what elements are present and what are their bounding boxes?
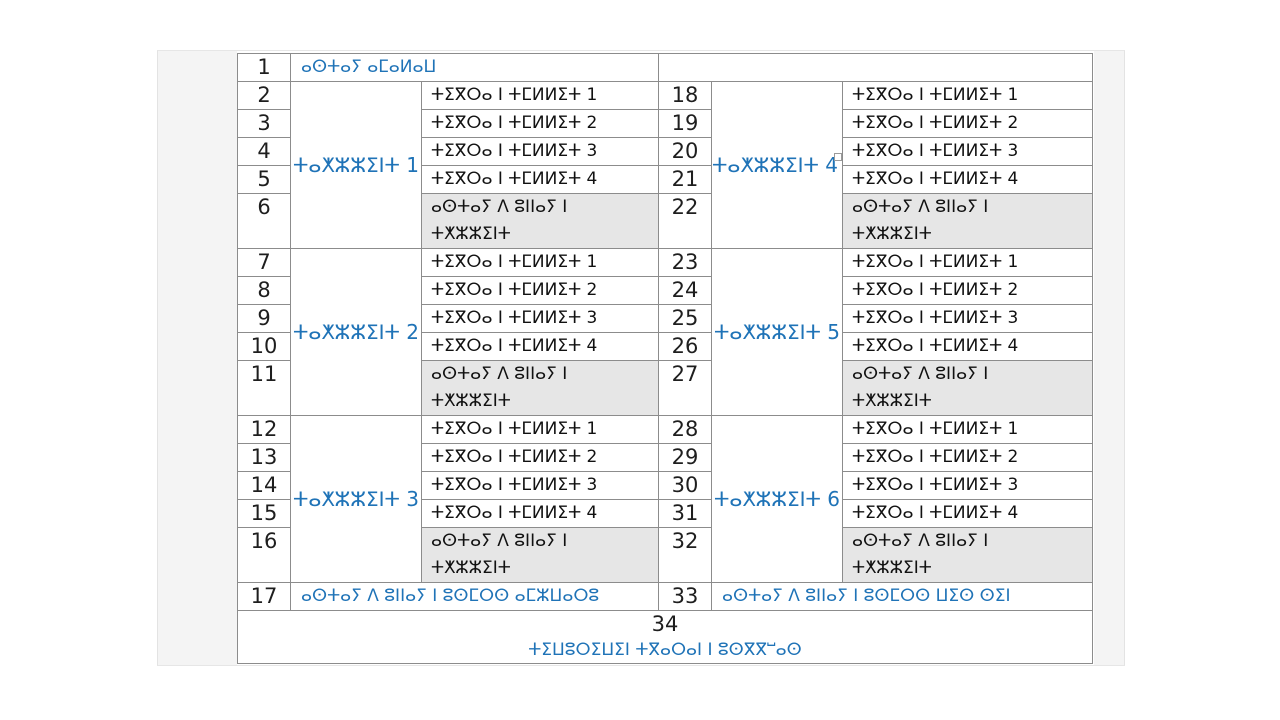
empty-cell (659, 54, 1093, 82)
group-label-5: ⵜⴰⵅⵣⵣⵉⵏⵜ 5 (712, 249, 843, 416)
table-row (238, 249, 1093, 277)
table-row (238, 82, 1093, 110)
lesson-item: ⵜⵉⴳⵔⴰ ⵏ ⵜⵎⵍⵍⵉⵜ 2 (843, 277, 1093, 305)
summary-cell: ⴰⵙⵜⴰⵢ ⴷ ⵓⵏⵏⴰⵢ ⵏ ⵜⵅⵣⵣⵉⵏⵜ (422, 194, 659, 249)
summary-cell: ⴰⵙⵜⴰⵢ ⴷ ⵓⵏⵏⴰⵢ ⵏ ⵜⵅⵣⵣⵉⵏⵜ (843, 528, 1093, 583)
table-row (238, 54, 1093, 82)
row-number: 31 (659, 500, 712, 528)
table-row (238, 416, 1093, 444)
group-label-4: ⵜⴰⵅⵣⵣⵉⵏⵜ 4 (712, 82, 843, 249)
row-number: 22 (659, 194, 712, 249)
row-number: 21 (659, 166, 712, 194)
row-number: 5 (238, 166, 291, 194)
lesson-item: ⵜⵉⴳⵔⴰ ⵏ ⵜⵎⵍⵍⵉⵜ 3 (843, 472, 1093, 500)
group-label-1: ⵜⴰⵅⵣⵣⵉⵏⵜ 1 (291, 82, 422, 249)
lesson-item: ⵜⵉⴳⵔⴰ ⵏ ⵜⵎⵍⵍⵉⵜ 4 (843, 166, 1093, 194)
lesson-item: ⵜⵉⴳⵔⴰ ⵏ ⵜⵎⵍⵍⵉⵜ 1 (843, 82, 1093, 110)
row-number: 26 (659, 333, 712, 361)
group-label-2: ⵜⴰⵅⵣⵣⵉⵏⵜ 2 (291, 249, 422, 416)
row-number: 17 (238, 583, 291, 611)
row-number: 34 (651, 612, 679, 636)
schedule-table (237, 53, 1093, 664)
lesson-item: ⵜⵉⴳⵔⴰ ⵏ ⵜⵎⵍⵍⵉⵜ 3 (422, 138, 659, 166)
group-label-3: ⵜⴰⵅⵣⵣⵉⵏⵜ 3 (291, 416, 422, 583)
lesson-item: ⵜⵉⴳⵔⴰ ⵏ ⵜⵎⵍⵍⵉⵜ 4 (422, 166, 659, 194)
lesson-item: ⵜⵉⴳⵔⴰ ⵏ ⵜⵎⵍⵍⵉⵜ 2 (422, 444, 659, 472)
row-number: 28 (659, 416, 712, 444)
lesson-item: ⵜⵉⴳⵔⴰ ⵏ ⵜⵎⵍⵍⵉⵜ 2 (422, 277, 659, 305)
intro-cell: ⴰⵙⵜⴰⵢ ⴰⵎⴰⵍⴰⵡ (291, 54, 659, 82)
row-number: 15 (238, 500, 291, 528)
document-sheet (157, 50, 1125, 666)
lesson-item: ⵜⵉⴳⵔⴰ ⵏ ⵜⵎⵍⵍⵉⵜ 3 (843, 305, 1093, 333)
row-number: 4 (238, 138, 291, 166)
lesson-item: ⵜⵉⴳⵔⴰ ⵏ ⵜⵎⵍⵍⵉⵜ 1 (422, 416, 659, 444)
lesson-item: ⵜⵉⴳⵔⴰ ⵏ ⵜⵎⵍⵍⵉⵜ 2 (843, 110, 1093, 138)
summary-cell: ⴰⵙⵜⴰⵢ ⴷ ⵓⵏⵏⴰⵢ ⵏ ⵜⵅⵣⵣⵉⵏⵜ (843, 361, 1093, 416)
summary-cell: ⴰⵙⵜⴰⵢ ⴷ ⵓⵏⵏⴰⵢ ⵏ ⵜⵅⵣⵣⵉⵏⵜ (843, 194, 1093, 249)
row-number: 12 (238, 416, 291, 444)
final-row (238, 611, 1093, 664)
table-row (238, 583, 1093, 611)
lesson-item: ⵜⵉⴳⵔⴰ ⵏ ⵜⵎⵍⵍⵉⵜ 3 (422, 472, 659, 500)
row-number: 6 (238, 194, 291, 249)
row-number: 23 (659, 249, 712, 277)
row-number: 10 (238, 333, 291, 361)
row-number: 27 (659, 361, 712, 416)
row-number: 24 (659, 277, 712, 305)
row-number: 1 (238, 54, 291, 82)
row-number: 2 (238, 82, 291, 110)
row-number: 11 (238, 361, 291, 416)
lesson-item: ⵜⵉⴳⵔⴰ ⵏ ⵜⵎⵍⵍⵉⵜ 1 (422, 82, 659, 110)
table-row (238, 611, 1093, 664)
row-number: 14 (238, 472, 291, 500)
lesson-item: ⵜⵉⴳⵔⴰ ⵏ ⵜⵎⵍⵍⵉⵜ 4 (843, 500, 1093, 528)
summary-cell: ⴰⵙⵜⴰⵢ ⴷ ⵓⵏⵏⴰⵢ ⵏ ⵜⵅⵣⵣⵉⵏⵜ (422, 361, 659, 416)
lesson-item: ⵜⵉⴳⵔⴰ ⵏ ⵜⵎⵍⵍⵉⵜ 4 (843, 333, 1093, 361)
row-number: 3 (238, 110, 291, 138)
row-number: 33 (659, 583, 712, 611)
row-number: 19 (659, 110, 712, 138)
row-number: 7 (238, 249, 291, 277)
row-number: 20 (659, 138, 712, 166)
row-number: 25 (659, 305, 712, 333)
row-number: 29 (659, 444, 712, 472)
row-number: 18 (659, 82, 712, 110)
cursor-mark (834, 153, 842, 161)
left-gutter (158, 51, 237, 665)
lesson-item: ⵜⵉⴳⵔⴰ ⵏ ⵜⵎⵍⵍⵉⵜ 1 (843, 416, 1093, 444)
semester-2-assessment: ⴰⵙⵜⴰⵢ ⴷ ⵓⵏⵏⴰⵢ ⵏ ⵓⵙⵎⵔⵙ ⵡⵉⵙ ⵙⵉⵏ (712, 583, 1093, 611)
semester-1-assessment: ⴰⵙⵜⴰⵢ ⴷ ⵓⵏⵏⴰⵢ ⵏ ⵓⵙⵎⵔⵙ ⴰⵎⵣⵡⴰⵔⵓ (291, 583, 659, 611)
row-number: 8 (238, 277, 291, 305)
lesson-item: ⵜⵉⴳⵔⴰ ⵏ ⵜⵎⵍⵍⵉⵜ 1 (843, 249, 1093, 277)
lesson-item: ⵜⵉⴳⵔⴰ ⵏ ⵜⵎⵍⵍⵉⵜ 4 (422, 333, 659, 361)
group-label-6: ⵜⴰⵅⵣⵣⵉⵏⵜ 6 (712, 416, 843, 583)
final-activities: ⵜⵉⵡⵓⵔⵉⵡⵉⵏ ⵜⴳⴰⵔⴰⵏ ⵏ ⵓⵙⴳⴳⵯⴰⵙ (528, 640, 802, 660)
lesson-item: ⵜⵉⴳⵔⴰ ⵏ ⵜⵎⵍⵍⵉⵜ 2 (422, 110, 659, 138)
lesson-item: ⵜⵉⴳⵔⴰ ⵏ ⵜⵎⵍⵍⵉⵜ 2 (843, 444, 1093, 472)
lesson-item: ⵜⵉⴳⵔⴰ ⵏ ⵜⵎⵍⵍⵉⵜ 3 (422, 305, 659, 333)
summary-cell: ⴰⵙⵜⴰⵢ ⴷ ⵓⵏⵏⴰⵢ ⵏ ⵜⵅⵣⵣⵉⵏⵜ (422, 528, 659, 583)
lesson-item: ⵜⵉⴳⵔⴰ ⵏ ⵜⵎⵍⵍⵉⵜ 1 (422, 249, 659, 277)
lesson-item: ⵜⵉⴳⵔⴰ ⵏ ⵜⵎⵍⵍⵉⵜ 4 (422, 500, 659, 528)
row-number: 13 (238, 444, 291, 472)
right-gutter (1094, 51, 1124, 665)
lesson-item: ⵜⵉⴳⵔⴰ ⵏ ⵜⵎⵍⵍⵉⵜ 3 (843, 138, 1093, 166)
row-number: 16 (238, 528, 291, 583)
row-number: 30 (659, 472, 712, 500)
row-number: 32 (659, 528, 712, 583)
row-number: 9 (238, 305, 291, 333)
